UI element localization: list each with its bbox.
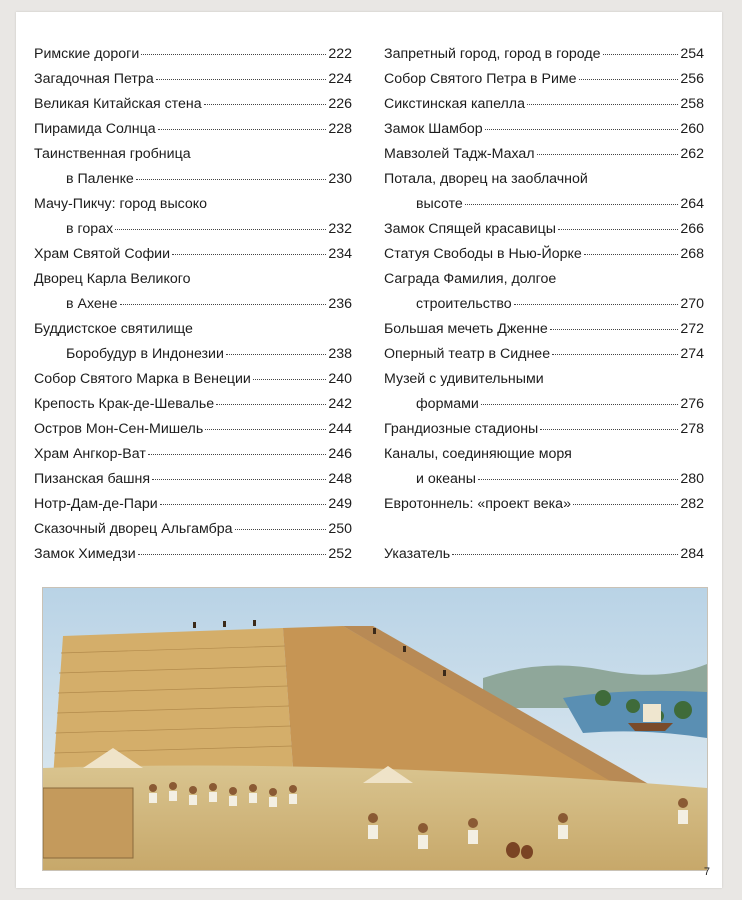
toc-entry-line xyxy=(384,467,704,492)
toc-entry-title: Храм Святой Софии xyxy=(34,246,171,262)
toc-page-number: 270 xyxy=(680,296,704,312)
toc-page-number: 272 xyxy=(680,321,704,337)
toc-leader-dots xyxy=(485,129,679,130)
toc-entry[interactable] xyxy=(384,142,704,167)
toc-page-number: 230 xyxy=(328,171,352,187)
toc-page-number: 262 xyxy=(680,146,704,162)
toc-page-number: 280 xyxy=(680,471,704,487)
toc-entry[interactable] xyxy=(384,217,704,242)
toc-entry-line xyxy=(384,542,704,567)
toc-entry-title: Мачу-Пикчу: город высоко xyxy=(34,196,208,212)
toc-leader-dots xyxy=(478,479,678,480)
toc-entry-line xyxy=(384,92,704,117)
toc-entry-title: Евротоннель: «проект века» xyxy=(384,496,571,512)
toc-page-number: 232 xyxy=(328,221,352,237)
toc-entry[interactable] xyxy=(34,392,352,417)
toc-entry-title: Оперный театр в Сиднее xyxy=(384,346,551,362)
toc-entry-line xyxy=(384,42,704,67)
toc-entry[interactable] xyxy=(384,167,704,217)
toc-entry-title: в Ахене xyxy=(66,296,118,312)
toc-entry-line xyxy=(384,292,704,317)
toc-page-number: 246 xyxy=(328,446,352,462)
toc-page-number: 282 xyxy=(680,496,704,512)
toc-entry[interactable] xyxy=(34,267,352,317)
toc-entry-line xyxy=(34,67,352,92)
toc-page-number: 222 xyxy=(328,46,352,62)
toc-entry[interactable] xyxy=(34,317,352,367)
toc-entry[interactable] xyxy=(34,117,352,142)
toc-entry-title: высоте xyxy=(416,196,463,212)
toc-leader-dots xyxy=(120,304,327,305)
toc-leader-dots xyxy=(216,404,326,405)
toc-entry-title: Мавзолей Тадж-Махал xyxy=(384,146,535,162)
toc-entry-title: Каналы, соединяющие моря xyxy=(384,446,572,462)
toc-entry-title: Великая Китайская стена xyxy=(34,96,202,112)
toc-entry-title: Замок Шамбор xyxy=(384,121,483,137)
toc-entry[interactable] xyxy=(384,492,704,517)
toc-entry-title: Сикстинская капелла xyxy=(384,96,525,112)
toc-page-number: 226 xyxy=(328,96,352,112)
toc-leader-dots xyxy=(226,354,326,355)
toc-entry-line xyxy=(34,217,352,242)
toc-entry[interactable] xyxy=(384,242,704,267)
toc-entry-title: Собор Святого Петра в Риме xyxy=(384,71,577,87)
toc-entry-line xyxy=(34,442,352,467)
toc-entry-title: Статуя Свободы в Нью-Йорке xyxy=(384,246,582,262)
toc-entry-title: Замок Химедзи xyxy=(34,546,136,562)
toc-page-number: 268 xyxy=(680,246,704,262)
toc-page-number: 274 xyxy=(680,346,704,362)
toc-entry-title: Запретный город, город в городе xyxy=(384,46,601,62)
toc-leader-dots xyxy=(537,154,679,155)
toc-entry[interactable] xyxy=(384,417,704,442)
toc-entry-title: Загадочная Петра xyxy=(34,71,154,87)
toc-leader-dots xyxy=(514,304,679,305)
toc-entry-title: Указатель xyxy=(384,546,451,562)
toc-entry-line xyxy=(384,392,704,417)
toc-page-number: 264 xyxy=(680,196,704,212)
toc-entry[interactable] xyxy=(384,367,704,417)
toc-entry-title: Пирамида Солнца xyxy=(34,121,156,137)
toc-entry-line xyxy=(384,142,704,167)
toc-page-number: 250 xyxy=(328,521,352,537)
toc-entry[interactable] xyxy=(34,492,352,517)
toc-leader-dots xyxy=(573,504,678,505)
toc-entry-title: Музей с удивительными xyxy=(384,371,544,387)
toc-entry-line xyxy=(384,167,704,192)
toc-entry[interactable] xyxy=(384,542,704,567)
toc-entry-title: и океаны xyxy=(416,471,476,487)
toc-page-number: 236 xyxy=(328,296,352,312)
toc-entry-title: Саграда Фамилия, долгое xyxy=(384,271,557,287)
toc-entry-title: Храм Ангкор-Ват xyxy=(34,446,146,462)
toc-page-number: 276 xyxy=(680,396,704,412)
toc-entry-line xyxy=(34,292,352,317)
toc-leader-dots xyxy=(205,429,326,430)
toc-entry-title: Пизанская башня xyxy=(34,471,151,487)
toc-entry-title: Таинственная гробница xyxy=(34,146,191,162)
toc-entry[interactable] xyxy=(34,367,352,392)
toc-entry[interactable] xyxy=(34,467,352,492)
toc-leader-dots xyxy=(579,79,679,80)
toc-right-column xyxy=(384,42,704,567)
toc-leader-dots xyxy=(584,254,679,255)
toc-entry-line xyxy=(34,392,352,417)
toc-entry-title: Остров Мон-Сен-Мишель xyxy=(34,421,204,437)
toc-entry-title: Нотр-Дам-де-Пари xyxy=(34,496,158,512)
toc-leader-dots xyxy=(452,554,678,555)
toc-entry-line xyxy=(34,92,352,117)
toc-entry-title: Потала, дворец на заоблачной xyxy=(384,171,588,187)
toc-entry-title: Грандиозные стадионы xyxy=(384,421,539,437)
toc-page-number: 244 xyxy=(328,421,352,437)
toc-entry[interactable] xyxy=(384,92,704,117)
toc-entry[interactable] xyxy=(384,267,704,317)
toc-leader-dots xyxy=(158,129,327,130)
toc-entry-line xyxy=(34,542,352,567)
toc-leader-dots xyxy=(235,529,327,530)
toc-entry-line xyxy=(34,242,352,267)
toc-entry-line xyxy=(34,367,352,392)
toc-page-number: 252 xyxy=(328,546,352,562)
toc-leader-dots xyxy=(141,54,326,55)
toc-entry[interactable] xyxy=(34,67,352,92)
toc-entry[interactable] xyxy=(34,42,352,67)
toc-entry-line xyxy=(34,342,352,367)
toc-leader-dots xyxy=(148,454,327,455)
toc-page-number: 228 xyxy=(328,121,352,137)
toc-entry-line xyxy=(34,467,352,492)
toc-leader-dots xyxy=(558,229,678,230)
toc-entry-line xyxy=(384,242,704,267)
toc-leader-dots xyxy=(253,379,326,380)
toc-leader-dots xyxy=(115,229,326,230)
toc-entry-line xyxy=(34,192,352,217)
toc-entry[interactable] xyxy=(34,92,352,117)
toc-leader-dots xyxy=(552,354,678,355)
toc-entry-line xyxy=(384,342,704,367)
toc-page-number: 258 xyxy=(680,96,704,112)
toc-page-number: 249 xyxy=(328,496,352,512)
toc-entry-line xyxy=(34,317,352,342)
page-number: 7 xyxy=(703,866,710,878)
toc-leader-dots xyxy=(172,254,326,255)
toc-entry[interactable] xyxy=(384,317,704,342)
toc-entry-title: строительство xyxy=(416,296,512,312)
toc-leader-dots xyxy=(138,554,327,555)
toc-entry-title: Буддистское святилище xyxy=(34,321,193,337)
toc-entry-line xyxy=(34,167,352,192)
toc-entry[interactable] xyxy=(34,442,352,467)
toc-entry[interactable] xyxy=(384,342,704,367)
toc-entry-line xyxy=(34,117,352,142)
toc-leader-dots xyxy=(204,104,327,105)
toc-entry[interactable] xyxy=(34,142,352,192)
toc-entry-line xyxy=(34,142,352,167)
toc-leader-dots xyxy=(152,479,326,480)
toc-leader-dots xyxy=(527,104,678,105)
toc-leader-dots xyxy=(465,204,679,205)
toc-page-number: 254 xyxy=(680,46,704,62)
toc-entry-line xyxy=(34,42,352,67)
toc-entry[interactable] xyxy=(34,242,352,267)
toc-left-column xyxy=(34,42,352,567)
toc-entry-title: формами xyxy=(416,396,479,412)
toc-entry-line xyxy=(384,442,704,467)
toc-entry-line xyxy=(384,267,704,292)
toc-entry[interactable] xyxy=(384,42,704,67)
toc-entry-line xyxy=(384,67,704,92)
toc-leader-dots xyxy=(550,329,679,330)
toc-entry-title: Сказочный дворец Альгамбра xyxy=(34,521,233,537)
pyramid-construction-illustration xyxy=(42,587,708,871)
toc-entry-title: Крепость Крак-де-Шевалье xyxy=(34,396,215,412)
toc-page-number: 260 xyxy=(680,121,704,137)
toc-entry-title: Большая мечеть Дженне xyxy=(384,321,548,337)
toc-entry-line xyxy=(34,492,352,517)
toc-entry-title: Римские дороги xyxy=(34,46,140,62)
toc-leader-dots xyxy=(160,504,327,505)
toc-leader-dots xyxy=(540,429,678,430)
toc-entry-line xyxy=(384,117,704,142)
toc-page-number: 278 xyxy=(680,421,704,437)
toc-entry[interactable] xyxy=(34,542,352,567)
toc-leader-dots xyxy=(481,404,679,405)
toc-entry[interactable] xyxy=(34,417,352,442)
toc-entry-line xyxy=(384,317,704,342)
toc-entry-line xyxy=(34,517,352,542)
book-page xyxy=(16,12,722,888)
toc-leader-dots xyxy=(603,54,679,55)
toc-entry[interactable] xyxy=(384,442,704,492)
toc-entry-line xyxy=(384,417,704,442)
toc-entry-line xyxy=(384,192,704,217)
toc-entry-line xyxy=(384,367,704,392)
toc-entry-line xyxy=(384,492,704,517)
toc-entry[interactable] xyxy=(34,192,352,242)
toc-entry-title: Замок Спящей красавицы xyxy=(384,221,556,237)
toc-entry-line xyxy=(384,217,704,242)
toc-page-number: 248 xyxy=(328,471,352,487)
toc-page-number: 242 xyxy=(328,396,352,412)
toc-page-number: 256 xyxy=(680,71,704,87)
toc-entry-title: Собор Святого Марка в Венеции xyxy=(34,371,251,387)
toc-entry[interactable] xyxy=(384,117,704,142)
toc-entry-line xyxy=(34,267,352,292)
toc-leader-dots xyxy=(136,179,327,180)
toc-page-number: 234 xyxy=(328,246,352,262)
toc-page-number: 266 xyxy=(680,221,704,237)
toc-page-number: 284 xyxy=(680,546,704,562)
toc-entry-title: Дворец Карла Великого xyxy=(34,271,191,287)
toc-entry-title: в Паленке xyxy=(66,171,134,187)
toc-leader-dots xyxy=(156,79,327,80)
toc-entry-title: Боробудур в Индонезии xyxy=(66,346,224,362)
toc-entry[interactable] xyxy=(34,517,352,542)
toc-page-number: 238 xyxy=(328,346,352,362)
toc-page-number: 224 xyxy=(328,71,352,87)
toc-entry-title: в горах xyxy=(66,221,114,237)
toc-page-number: 240 xyxy=(328,371,352,387)
toc-entry-line xyxy=(34,417,352,442)
toc-entry[interactable] xyxy=(384,67,704,92)
toc-spacer xyxy=(384,517,704,542)
